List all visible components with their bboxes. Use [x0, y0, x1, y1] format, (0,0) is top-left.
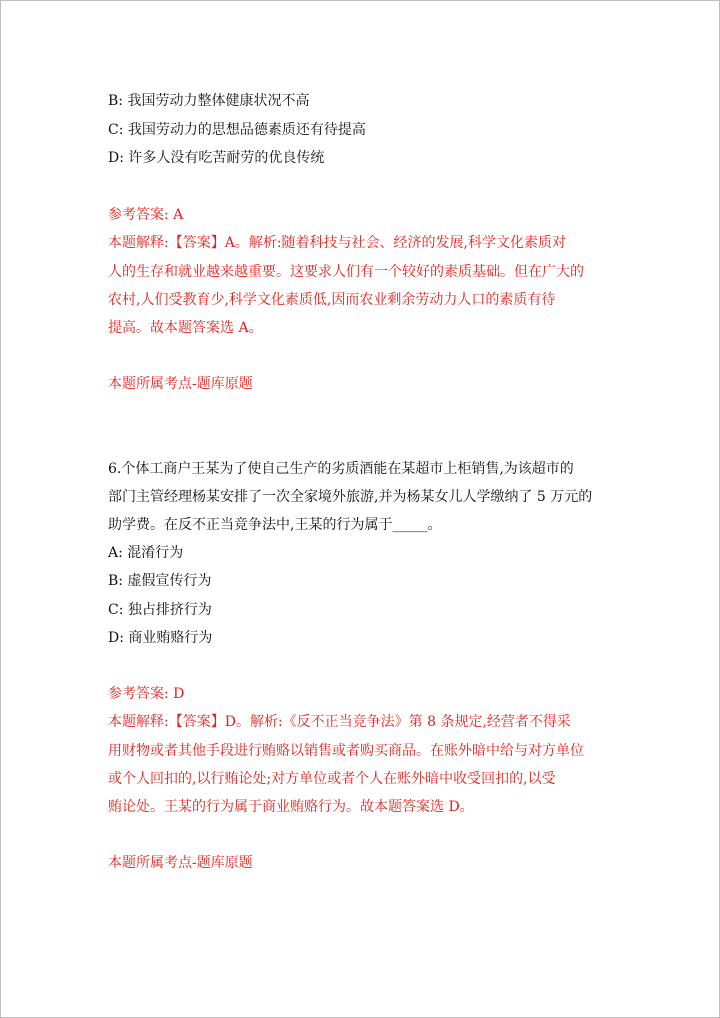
answer-label: 参考答案: D [108, 686, 185, 702]
explanation-line: 贿论处。王某的行为属于商业贿赂行为。故本题答案选 D。 [108, 799, 474, 815]
option-c: C: 独占排挤行为 [108, 602, 212, 618]
option-d: D: 许多人没有吃苦耐劳的优良传统 [108, 150, 325, 166]
answer-label: 参考答案: A [108, 207, 184, 223]
explanation-line: 农村,人们受教育少,科学文化素质低,因而农业剩余劳动力人口的素质有待 [108, 292, 556, 308]
explanation-line: 人的生存和就业越来越重要。这要求人们有一个较好的素质基础。但在广大的 [108, 264, 584, 280]
explanation-line: 或个人回扣的,以行贿论处;对方单位或者个人在账外暗中收受回扣的,以受 [108, 771, 556, 787]
source-tag: 本题所属考点-题库原题 [108, 855, 253, 871]
explanation-line: 用财物或者其他手段进行贿赂以销售或者购买商品。在账外暗中给与对方单位 [108, 743, 584, 759]
explanation-line: 本题解释:【答案】D。解析:《反不正当竞争法》第 8 条规定,经营者不得采 [108, 714, 571, 730]
question-stem-line: 助学费。在反不正当竞争法中,王某的行为属于_____。 [108, 517, 442, 533]
source-tag: 本题所属考点-题库原题 [108, 376, 253, 392]
question-stem-line: 部门主管经理杨某安排了一次全家境外旅游,并为杨某女儿人学缴纳了 5 万元的 [108, 489, 593, 505]
option-b: B: 虚假宣传行为 [108, 573, 212, 589]
option-d: D: 商业贿赂行为 [108, 630, 213, 646]
explanation-line: 本题解释:【答案】A。解析:随着科技与社会、经济的发展,科学文化素质对 [108, 235, 566, 251]
option-a: A: 混淆行为 [108, 545, 184, 561]
option-c: C: 我国劳动力的思想品德素质还有待提高 [108, 122, 366, 138]
option-b: B: 我国劳动力整体健康状况不高 [108, 93, 310, 109]
question-stem-line: 6.个体工商户王某为了使自己生产的劣质酒能在某超市上柜销售,为该超市的 [108, 461, 574, 477]
explanation-line: 提高。故本题答案选 A。 [108, 320, 263, 336]
